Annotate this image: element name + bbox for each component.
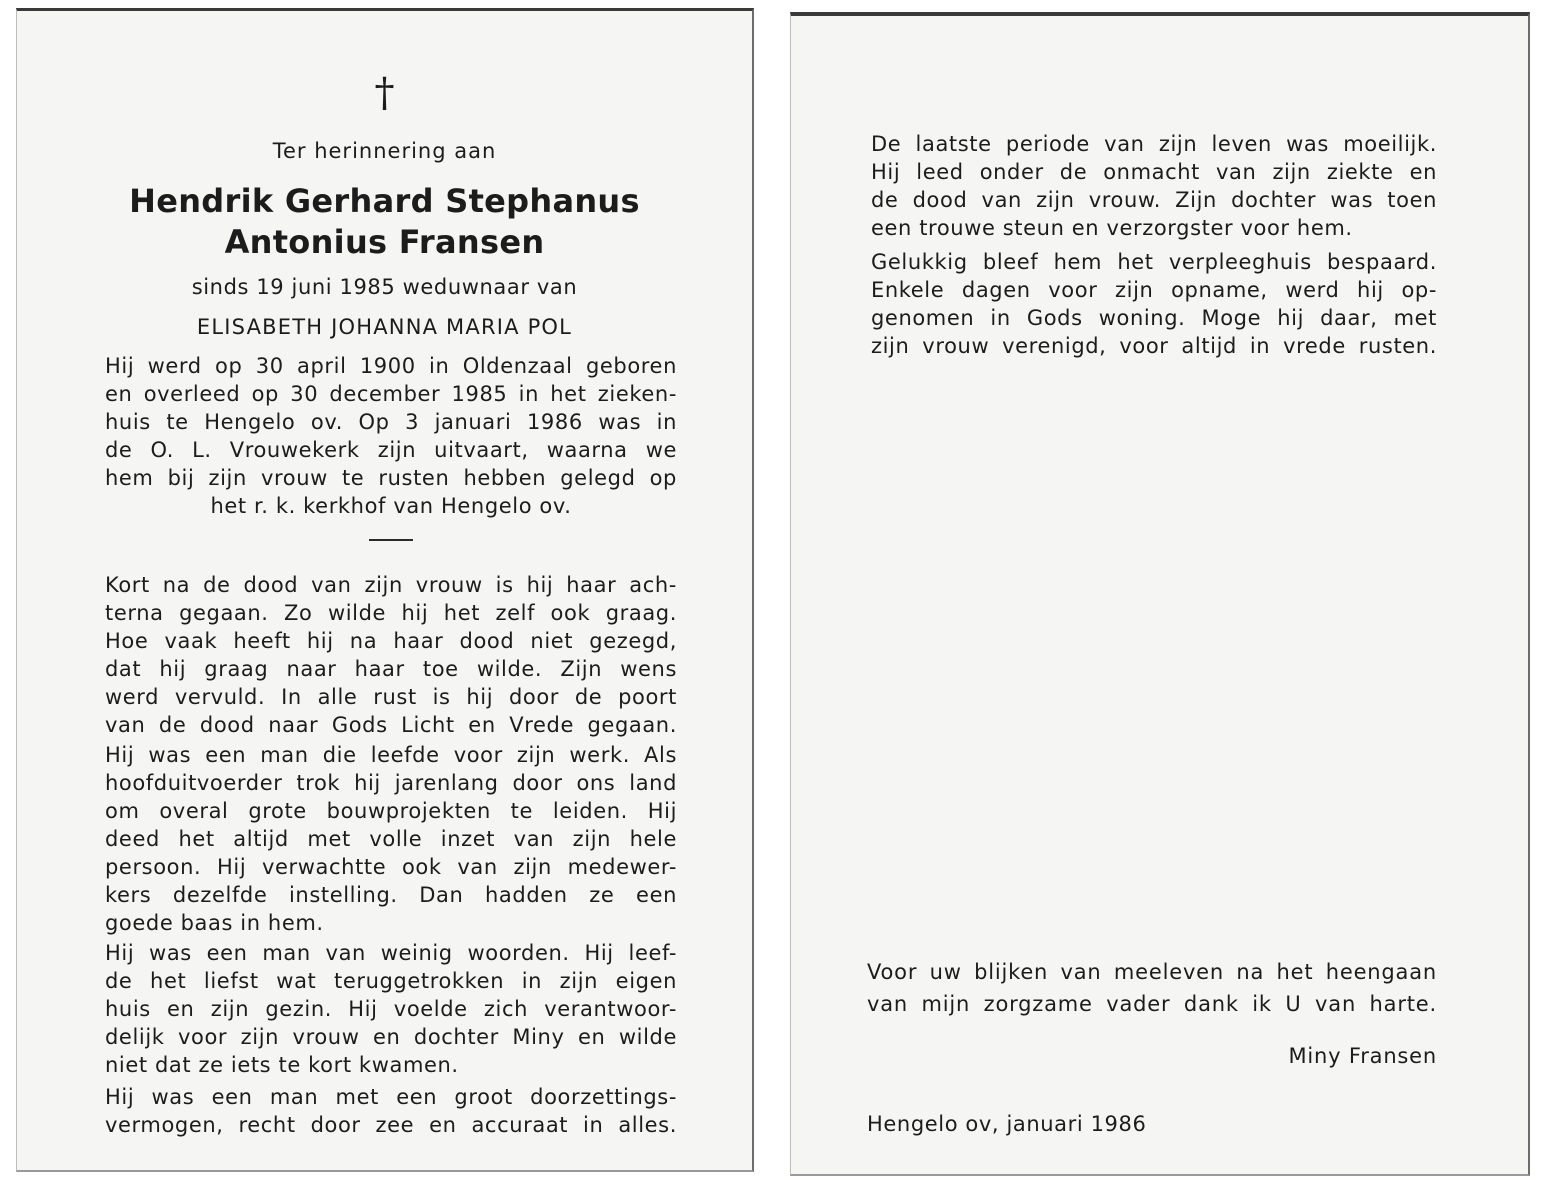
paragraph-last-period	[871, 130, 1437, 242]
text-line: Enkele dagen voor zijn opname, werd hij op-	[871, 278, 1437, 302]
text-line: hoofduitvoerder trok hij jarenlang door ons land	[105, 771, 677, 795]
text-line: niet dat ze iets te kort kwamen.	[105, 1053, 459, 1077]
widower-line: sinds 19 juni 1985 weduwnaar van	[191, 275, 578, 299]
text-line: hem bij zijn vrouw te rusten hebben gelegd op	[105, 466, 677, 490]
text-line: de O. L. Vrouwekerk zijn uitvaart, waarna we	[105, 438, 677, 462]
signature: Miny Fransen	[1288, 1044, 1437, 1068]
deceased-name	[17, 181, 752, 263]
text-line: Hij was een man die leefde voor zijn werk. Als	[105, 743, 677, 767]
text-line: van mijn zorgzame vader dank ik U van harte.	[867, 992, 1437, 1016]
paragraph-perseverance	[105, 1083, 677, 1139]
text-line: en overleed op 30 december 1985 in het zieken-	[105, 382, 677, 406]
thank-you-note	[867, 956, 1437, 1020]
text-line: Voor uw blijken van meeleven na het heengaan	[867, 960, 1437, 984]
text-line: kers dezelfde instelling. Dan hadden ze een	[105, 883, 677, 907]
paragraph-passing	[105, 571, 677, 739]
text-line: huis te Hengelo ov. Op 3 januari 1986 was in	[105, 410, 677, 434]
text-line: zijn vrouw verenigd, voor altijd in vrede rusten.	[871, 334, 1437, 358]
text-line: Kort na de dood van zijn vrouw is hij haar ach-	[105, 573, 677, 597]
text-line: Hoe vaak heeft hij na haar dood niet gezegd,	[105, 629, 677, 653]
text-line: het r. k. kerkhof van Hengelo ov.	[210, 494, 572, 518]
wife-name: ELISABETH JOHANNA MARIA POL	[196, 315, 573, 339]
memorial-card-back	[790, 12, 1530, 1176]
biography-paragraph	[105, 352, 677, 520]
text-line: van de dood naar Gods Licht en Vrede gegaan.	[105, 713, 677, 737]
text-line: delijk voor zijn vrouw en dochter Miny en wilde	[105, 1025, 677, 1049]
text-line: goede baas in hem.	[105, 911, 324, 935]
text-line: de het liefst wat teruggetrokken in zijn eigen	[105, 969, 677, 993]
text-line: persoon. Hij verwachtte ook van zijn medewer-	[105, 855, 677, 879]
text-line: dat hij graag naar haar toe wilde. Zijn wens	[105, 657, 677, 681]
name-line: Hendrik Gerhard Stephanus	[129, 182, 640, 220]
text-line: huis en zijn gezin. Hij voelde zich verantwoor-	[105, 997, 677, 1021]
paragraph-work	[105, 741, 677, 937]
name-line: Antonius Fransen	[224, 223, 545, 261]
memorial-card-front	[16, 8, 754, 1172]
text-line: genomen in Gods woning. Moge hij daar, met	[871, 306, 1437, 330]
text-line: Hij was een man met een groot doorzettings-	[105, 1085, 677, 1109]
text-line: om overal grote bouwprojekten te leiden. Hij	[105, 799, 677, 823]
paragraph-family	[105, 939, 677, 1079]
text-line: Gelukkig bleef hem het verpleeghuis bespaard.	[871, 250, 1437, 274]
intro-text: Ter herinnering aan	[272, 139, 497, 163]
paragraph-rest	[871, 248, 1437, 360]
place-date: Hengelo ov, januari 1986	[867, 1112, 1147, 1136]
text-line: een trouwe steun en verzorgster voor hem.	[871, 216, 1353, 240]
text-line: deed het altijd met volle inzet van zijn hele	[105, 827, 677, 851]
text-line: Hij was een man van weinig woorden. Hij leef-	[105, 941, 677, 965]
text-line: Hij werd op 30 april 1900 in Oldenzaal geboren	[105, 354, 677, 378]
divider	[369, 539, 413, 541]
text-line: De laatste periode van zijn leven was moeilijk.	[871, 132, 1437, 156]
text-line: Hij leed onder de onmacht van zijn ziekte en	[871, 160, 1437, 184]
text-line: werd vervuld. In alle rust is hij door de poort	[105, 685, 677, 709]
text-line: vermogen, recht door zee en accuraat in alles.	[105, 1113, 677, 1137]
cross-icon: †	[374, 70, 395, 116]
text-line: terna gegaan. Zo wilde hij het zelf ook graag.	[105, 601, 677, 625]
text-line: de dood van zijn vrouw. Zijn dochter was toen	[871, 188, 1437, 212]
